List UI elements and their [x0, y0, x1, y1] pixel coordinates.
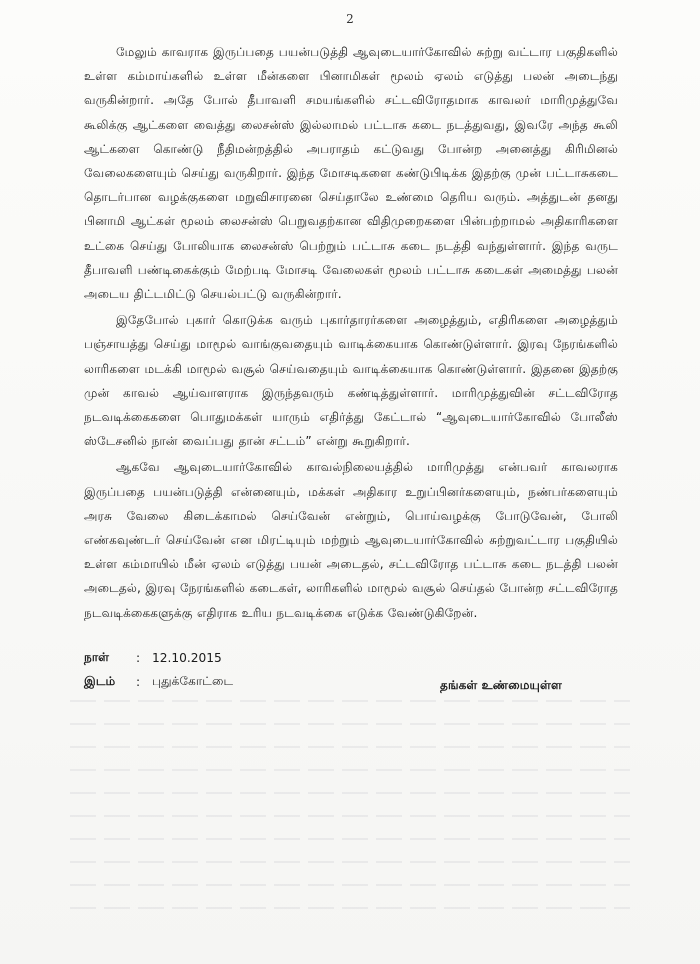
paragraph-2: இதேபோல் புகார் கொடுக்க வரும் புகார்தாரர்களை அழைத்தும், எதிரிகளை அழைத்தும் பஞ்சாயத்து செய்து மாமூல் வாங்குவதையும் வாடிக்கையாக கொண்டுள்ளார். இரவு நேரங்களில் லாரிகளை மடக்கி மாமூல் வசூல் செய்வதையும் வாடிக்கையாக கொண்டுள்ளார். இதனை இதற்கு முன் காவல் ஆய்வாளராக இருந்தவரும் கண்டித்துள்ளார். மாரிமுத்துவின் சட்டவிரோத நடவடிக்கைகளை பொதுமக்கள் யாரும் எதிர்த்து கேட்டால் “ஆவுடையார்கோவில் போலீஸ் ஸ்டேசனில் நான் வைப்பது தான் சட்டம்” என்று கூறுகிறார். — [84, 313, 618, 449]
paragraph-1: மேலும் காவராக இருப்பதை பயன்படுத்தி ஆவுடையார்கோவில் சுற்று வட்டார பகுதிகளில் உள்ள கம்மாய்களில் உள்ள மீன்களை பினாமிகள் மூலம் ஏலம் எடுத்து பலன் அடைந்து வருகின்றார். அதே போல் தீபாவளி சமயங்களில் சட்டவிரோதமாக காவலர் மாரிமுத்துவே கூலிக்கு ஆட்களை வைத்து லைசன்ஸ் இல்லாமல் பட்டாசு கடை நடத்துவது, இவரே அந்த கூலி ஆட்களை கொண்டு நீதிமன்றத்தில் அபராதம் கட்டுவது போன்ற அனைத்து கிரிமினல் வேலைகளையும் செய்து வருகிறார். இந்த மோசடிகளை கண்டுபிடிக்க இதற்கு முன் பட்டாசுகடை தொடர்பான வழக்குகளை மறுவிசாரனை செய்தாலே உண்மை தெரிய வரும். அத்துடன் தனது பினாமி ஆட்கள் மூலம் லைசன்ஸ் பெறுவதற்கான விதிமுறைகளை பின்பற்றாமல் அதிகாரிகளை உட்கை செய்து போலியாக லைசன்ஸ் பெற்றும் பட்டாசு கடை நடத்தி வந்துள்ளார். இந்த வருட தீபாவளி பண்டிகைக்கும் மேற்படி மோசடி வேலைகள் மூலம் பட்டாசு கடைகள் அமைத்து பலன் அடைய திட்டமிட்டு செயல்பட்டு வருகின்றார். — [84, 45, 618, 302]
reverse-side-bleed-through — [70, 700, 630, 950]
paragraph-3: ஆகவே ஆவுடையார்கோவில் காவல்நிலையத்தில் மாரிமுத்து என்பவர் காவலராக இருப்பதை பயன்படுத்தி என்னையும், மக்கள் அதிகார உறுப்பினர்களையும், நண்பர்களையும் அரசு வேலை கிடைக்காமல் செய்வேன் என்றும், பொய்வழக்கு போடுவேன், போலி எண்கவுண்டர் செய்வேன் என மிரட்டியும் மற்றும் ஆவுடையார்கோவில் சுற்றுவட்டார பகுதியில் உள்ள கம்மாயில் மீன் ஏலம் எடுத்து பயன் அடைதல், சட்டவிரோத பட்டாசு கடை நடத்தி பலன் அடைதல், இரவு நேரங்களில் கடைகள், லாரிகளில் மாமூல் வசூல் செய்தல் போன்ற சட்டவிரோத நடவடிக்கைகளுக்கு எதிராக உரிய நடவடிக்கை எடுக்க வேண்டுகிறேன். — [84, 460, 618, 620]
date-label: நாள் — [84, 650, 110, 664]
letter-body — [84, 40, 618, 625]
place-label: இடம் — [84, 674, 116, 688]
place-separator: : — [136, 675, 141, 689]
date-value: 12.10.2015 — [152, 651, 222, 665]
signature-closing: தங்கள் உண்மையுள்ள — [440, 678, 562, 692]
date-row — [84, 646, 618, 670]
page-number: 2 — [346, 12, 354, 26]
place-value: புதுக்கோட்டை — [152, 674, 234, 688]
date-separator: : — [136, 651, 141, 665]
